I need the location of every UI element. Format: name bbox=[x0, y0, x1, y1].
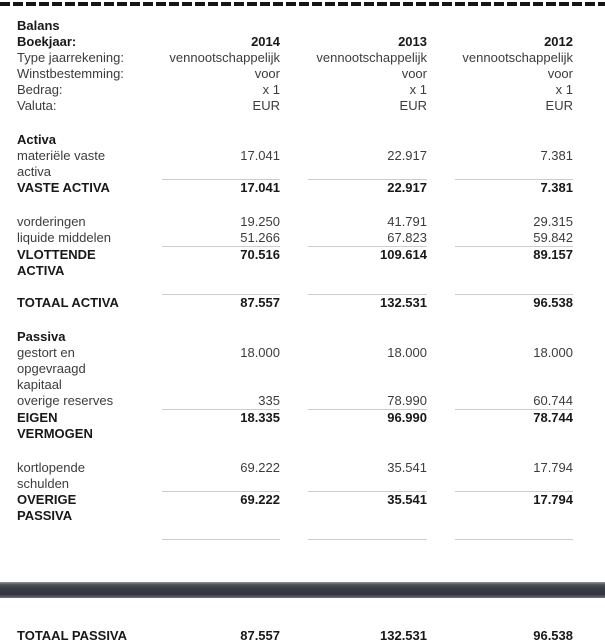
value-col-3: 96.538 bbox=[533, 628, 573, 643]
value-col-1 bbox=[162, 524, 280, 540]
row-label: TOTAAL PASSIVA bbox=[17, 628, 128, 643]
value-col-1: 51.266 bbox=[162, 230, 280, 247]
row-item bbox=[17, 460, 573, 492]
value-col-1: 17.041 bbox=[162, 148, 280, 180]
row-section bbox=[17, 18, 573, 34]
value-col-1: voor bbox=[254, 66, 280, 81]
value-col-1: 18.000 bbox=[240, 345, 280, 360]
value-col-2: vennootschappelijk bbox=[316, 50, 427, 65]
row-label bbox=[17, 114, 134, 132]
value-col-3 bbox=[455, 18, 573, 34]
value-col-3: x 1 bbox=[555, 82, 573, 97]
value-col-2 bbox=[308, 524, 427, 540]
value-col-1: 87.557 bbox=[240, 295, 280, 310]
value-col-3: voor bbox=[547, 66, 573, 81]
value-col-2 bbox=[308, 329, 427, 345]
row-label: Boekjaar: bbox=[17, 34, 77, 49]
value-col-2 bbox=[308, 18, 427, 34]
value-col-2 bbox=[308, 114, 427, 132]
value-col-3: 18.000 bbox=[533, 345, 573, 360]
row-label bbox=[17, 524, 134, 540]
row-spacer bbox=[17, 311, 573, 329]
value-col-2: 109.614 bbox=[380, 247, 427, 262]
row-spacer bbox=[17, 279, 573, 295]
row-label: VASTE ACTIVA bbox=[17, 180, 110, 195]
row-item bbox=[17, 345, 573, 393]
row-meta bbox=[17, 82, 573, 98]
row-total bbox=[17, 180, 573, 196]
value-col-1: EUR bbox=[252, 98, 280, 113]
value-col-3: 7.381 bbox=[540, 180, 573, 195]
row-meta bbox=[17, 98, 573, 114]
row-label: vorderingen bbox=[17, 214, 86, 229]
value-col-2: EUR bbox=[399, 98, 427, 113]
value-col-2: 22.917 bbox=[308, 148, 427, 180]
row-label bbox=[17, 196, 134, 214]
value-col-3: 29.315 bbox=[533, 214, 573, 229]
value-col-1: 19.250 bbox=[240, 214, 280, 229]
row-label: materiële vaste activa bbox=[17, 148, 106, 179]
value-col-3 bbox=[455, 132, 573, 148]
row-label: Type jaarrekening: bbox=[17, 50, 124, 65]
row-label: TOTAAL ACTIVA bbox=[17, 295, 119, 310]
row-total bbox=[17, 628, 573, 644]
value-col-2 bbox=[308, 442, 427, 460]
value-col-3: 78.744 bbox=[533, 410, 573, 425]
value-col-1: 17.041 bbox=[240, 180, 280, 195]
value-col-1: 18.335 bbox=[240, 410, 280, 425]
value-col-2: 132.531 bbox=[380, 628, 427, 643]
value-col-2: 22.917 bbox=[387, 180, 427, 195]
row-meta bbox=[17, 50, 573, 66]
row-label: Bedrag: bbox=[17, 82, 63, 97]
row-label: Passiva bbox=[17, 329, 66, 344]
row-label bbox=[17, 442, 134, 460]
row-section bbox=[17, 329, 573, 345]
row-meta bbox=[17, 66, 573, 82]
value-col-1: 70.516 bbox=[240, 247, 280, 262]
value-col-1 bbox=[162, 196, 280, 214]
value-col-2: x 1 bbox=[409, 82, 427, 97]
value-col-1: 87.557 bbox=[240, 628, 280, 643]
value-col-2: 96.990 bbox=[387, 410, 427, 425]
value-col-3 bbox=[455, 114, 573, 132]
value-col-3: 17.794 bbox=[455, 460, 573, 492]
row-label: Balans bbox=[17, 18, 60, 33]
row-total bbox=[17, 492, 573, 524]
value-col-2: 18.000 bbox=[387, 345, 427, 360]
value-col-2 bbox=[308, 196, 427, 214]
row-label: VLOTTENDE ACTIVA bbox=[17, 247, 96, 278]
value-col-2 bbox=[308, 279, 427, 295]
row-item bbox=[17, 148, 573, 180]
value-col-3: 59.842 bbox=[455, 230, 573, 247]
value-col-1 bbox=[162, 442, 280, 460]
row-label: liquide middelen bbox=[17, 230, 111, 245]
value-col-1 bbox=[162, 18, 280, 34]
value-col-2: 41.791 bbox=[387, 214, 427, 229]
row-label: OVERIGE PASSIVA bbox=[17, 492, 77, 523]
value-col-2: voor bbox=[401, 66, 427, 81]
row-label: Activa bbox=[17, 132, 57, 147]
row-item bbox=[17, 393, 573, 410]
row-total bbox=[17, 410, 573, 442]
row-header bbox=[17, 34, 573, 50]
value-col-1: 2014 bbox=[251, 34, 280, 49]
row-label: overige reserves bbox=[17, 393, 114, 408]
value-col-2: 132.531 bbox=[380, 295, 427, 310]
row-spacer bbox=[17, 114, 573, 132]
value-col-3: 89.157 bbox=[533, 247, 573, 262]
row-item bbox=[17, 214, 573, 230]
value-col-3: vennootschappelijk bbox=[462, 50, 573, 65]
value-col-1 bbox=[162, 311, 280, 329]
value-col-3: EUR bbox=[545, 98, 573, 113]
totaal-passiva-row-container bbox=[0, 628, 605, 644]
row-label bbox=[17, 279, 134, 295]
value-col-2: 78.990 bbox=[308, 393, 427, 410]
value-col-1: vennootschappelijk bbox=[169, 50, 280, 65]
value-col-3: 96.538 bbox=[533, 295, 573, 310]
row-label: Valuta: bbox=[17, 98, 57, 113]
row-label: Winstbestemming: bbox=[17, 66, 124, 81]
value-col-1 bbox=[162, 114, 280, 132]
row-label bbox=[17, 311, 134, 329]
row-total bbox=[17, 247, 573, 279]
value-col-3 bbox=[455, 329, 573, 345]
value-col-1: 335 bbox=[162, 393, 280, 410]
row-spacer bbox=[17, 442, 573, 460]
row-spacer bbox=[17, 196, 573, 214]
value-col-2: 35.541 bbox=[308, 460, 427, 492]
value-col-3: 2012 bbox=[544, 34, 573, 49]
value-col-3 bbox=[455, 524, 573, 540]
value-col-3 bbox=[455, 442, 573, 460]
section-divider-bar bbox=[0, 582, 605, 598]
value-col-1: x 1 bbox=[262, 82, 280, 97]
value-col-2: 2013 bbox=[398, 34, 427, 49]
value-col-2: 35.541 bbox=[387, 492, 427, 507]
value-col-3: 17.794 bbox=[533, 492, 573, 507]
row-spacer bbox=[17, 524, 573, 540]
value-col-3: 60.744 bbox=[455, 393, 573, 410]
value-col-3 bbox=[455, 279, 573, 295]
value-col-1 bbox=[162, 279, 280, 295]
row-label: kortlopende schulden bbox=[17, 460, 85, 491]
value-col-1: 69.222 bbox=[162, 460, 280, 492]
value-col-1: 69.222 bbox=[240, 492, 280, 507]
value-col-3 bbox=[455, 196, 573, 214]
row-label: EIGEN VERMOGEN bbox=[17, 410, 93, 441]
value-col-2 bbox=[308, 132, 427, 148]
value-col-2: 67.823 bbox=[308, 230, 427, 247]
row-item bbox=[17, 230, 573, 247]
value-col-1 bbox=[162, 329, 280, 345]
value-col-1 bbox=[162, 132, 280, 148]
value-col-2 bbox=[308, 311, 427, 329]
row-total bbox=[17, 295, 573, 311]
balance-sheet-table bbox=[0, 6, 605, 540]
row-section bbox=[17, 132, 573, 148]
row-label: gestort en opgevraagd kapitaal bbox=[17, 345, 86, 392]
value-col-3: 7.381 bbox=[455, 148, 573, 180]
value-col-3 bbox=[455, 311, 573, 329]
